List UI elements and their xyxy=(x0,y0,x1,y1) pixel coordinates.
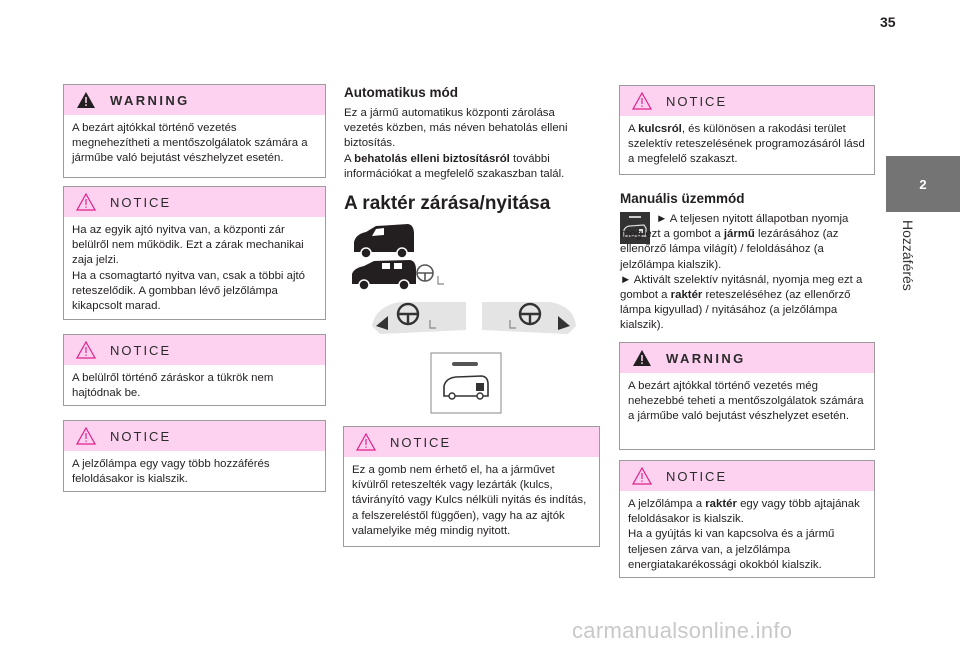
page-number: 35 xyxy=(880,14,896,30)
notice-header: NOTICE xyxy=(390,434,452,450)
auto-paragraph-1: Ez a jármű automatikus központi zárolása vezetés közben, más néven behatolás elleni biztosítás. xyxy=(344,107,568,150)
warning-icon xyxy=(632,349,652,367)
warning-box-2 xyxy=(619,342,875,450)
notice-text xyxy=(620,116,874,168)
text-run: , és különösen a rakodási terület szelektív reteszelésének programozásáról lásd a megfelelő szakaszt. xyxy=(628,123,865,166)
warning-header: WARNING xyxy=(666,350,746,366)
notice-icon xyxy=(76,193,96,211)
notice-box-3 xyxy=(63,420,326,492)
text-run: ► A teljesen nyitott állapotban nyomja meg ezt a gombot a xyxy=(620,213,849,241)
notice-box-4 xyxy=(343,426,600,547)
chapter-tab[interactable]: 2 xyxy=(886,156,960,212)
text-run: lezárásához (az ellenőrző lámpa világít) / feloldásához (a jelzőlámpa kialszik). xyxy=(620,228,839,271)
notice-paragraph: Ha a csomagtartó nyitva van, csak a többi ajtó reteszelődik. A gombban lévő jelzőlámpa kikapcsolt marad. xyxy=(72,269,305,313)
text-run: A xyxy=(344,152,355,165)
section-title-cargo: A raktér zárása/nyitása xyxy=(344,193,551,214)
text-run: reteszeléséhez (az ellenőrző lámpa kigyullad) / nyitásához (a jelzőlámpa kialszik). xyxy=(620,289,851,332)
warning-box-1 xyxy=(63,84,326,178)
notice-paragraph: Ha a gyújtás ki van kapcsolva és a jármű teljesen zárva van, a jelzőlámpa energiatakarékossági okokból kialszik. xyxy=(628,528,835,571)
notice-icon xyxy=(632,92,652,110)
chapter-title: Hozzáférés xyxy=(900,220,916,291)
bold-term: raktér xyxy=(670,289,703,302)
notice-text: A belülről történő záráskor a tükrök nem hajtódnak be. xyxy=(72,372,274,400)
text-run: ► Aktivált szelektív nyitásnál, nyomja meg ezt a gombot a xyxy=(620,273,863,302)
warning-text: A bezárt ajtókkal történő vezetés megnehezítheti a mentőszolgálatok számára a járműbe való bejutást vészhelyzet esetén. xyxy=(72,122,308,165)
notice-text: Ez a gomb nem érhető el, ha a járművet kívülről reteszelték vagy lezárták (kulcs, távirányító vagy Kulcs nélküli nyitás és indítás, a felszereléstől függően), vagy ha az ajtók valamelyike még mindig nyitott. xyxy=(352,464,587,537)
bold-term: behatolás elleni biztosításról xyxy=(354,152,510,165)
notice-text: A jelzőlámpa egy vagy több hozzáférés feloldásakor is kialszik. xyxy=(72,458,270,486)
warning-icon xyxy=(76,91,96,109)
notice-box-2 xyxy=(63,334,326,406)
warning-header: WARNING xyxy=(110,92,190,108)
notice-icon xyxy=(76,341,96,359)
dashboard-icon xyxy=(370,296,580,338)
text-run: A jelzőlámpa a xyxy=(628,498,706,510)
notice-header: NOTICE xyxy=(110,194,172,210)
auto-paragraph-2 xyxy=(344,152,576,182)
auto-text xyxy=(344,106,576,182)
notice-icon xyxy=(356,433,376,451)
notice-header: NOTICE xyxy=(110,342,172,358)
notice-header: NOTICE xyxy=(666,468,728,484)
bold-term: jármű xyxy=(723,228,755,241)
warning-text: A bezárt ajtókkal történő vezetés még nehezebbé teheti a mentőszolgálatok számára a járműbe való bejutást vészhelyzet esetén. xyxy=(628,380,864,423)
section-title-manual: Manuális üzemmód xyxy=(620,191,745,206)
manual-text xyxy=(620,212,872,334)
bold-term: kulcsról xyxy=(638,123,682,135)
steering-wheel-icon xyxy=(412,262,448,290)
text-run: A xyxy=(628,123,639,135)
notice-paragraph: Ha az egyik ajtó nyitva van, a központi zár belülről nem működik. Ezt a zárak mechanikai zaja jelzi. xyxy=(72,224,304,267)
text-run: egy vagy több ajtajának feloldásakor is kialszik. xyxy=(628,498,860,526)
section-title-auto: Automatikus mód xyxy=(344,85,459,100)
lock-button-icon[interactable] xyxy=(430,352,502,414)
manual-paragraph-2 xyxy=(620,273,872,334)
notice-header: NOTICE xyxy=(110,428,172,444)
notice-paragraph xyxy=(628,497,866,527)
notice-icon xyxy=(76,427,96,445)
notice-header: NOTICE xyxy=(666,93,728,109)
notice-box-5 xyxy=(619,85,875,175)
watermark: carmanualsonline.info xyxy=(572,618,793,643)
manual-paragraph-1 xyxy=(620,212,872,273)
notice-box-6 xyxy=(619,460,875,578)
bold-term: raktér xyxy=(705,498,737,510)
notice-box-1 xyxy=(63,186,326,320)
text-run: további információkat a megfelelő szakaszban talál. xyxy=(344,152,565,180)
van-side-icon xyxy=(348,222,448,262)
notice-icon xyxy=(632,467,652,485)
chapter-label xyxy=(898,220,918,310)
